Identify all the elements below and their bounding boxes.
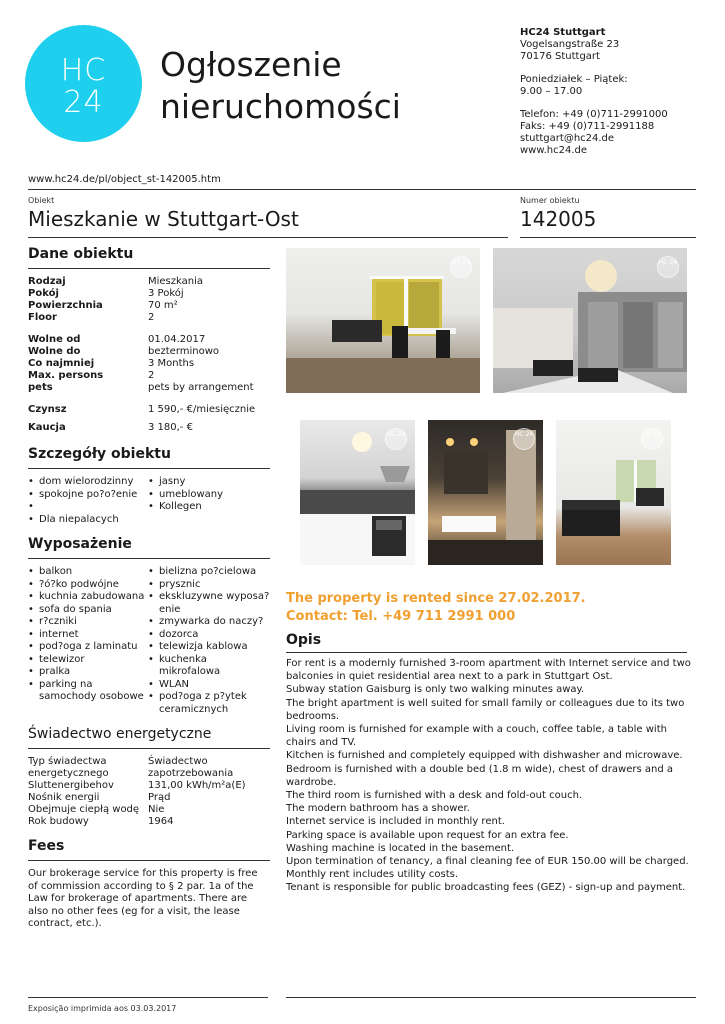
- szczegoly-list: [28, 476, 270, 526]
- row-label: Nośnik energii: [28, 792, 100, 803]
- list-item: • telewizja kablowa: [148, 641, 270, 654]
- row-value: bezterminowo: [148, 346, 220, 357]
- list-item: • jasny: [148, 476, 270, 489]
- list-item: • r?czniki: [28, 616, 148, 629]
- data-row: [28, 780, 270, 792]
- row-value: 3 Pokój: [148, 288, 184, 299]
- object-number: 142005: [520, 207, 597, 231]
- rented-contact: Contact: Tel. +49 711 2991 000: [286, 609, 516, 624]
- description-paragraph: Tenant is responsible for public broadcasting fees (GEZ) - sign-up and payment.: [286, 882, 686, 894]
- data-row: [28, 756, 270, 780]
- fees-text: Our brokerage service for this property is free of commission according to § 2 par. 1a of the Law for brokerage of apartments. There are also no other fees (eg for a visit, the lease contract, etc.).: [28, 868, 258, 929]
- email-address: stuttgart@hc24.de: [520, 133, 615, 144]
- left-column: [28, 246, 270, 931]
- wyposazenie-heading: Wyposażenie: [28, 536, 132, 552]
- photo-kitchen[interactable]: [300, 420, 415, 565]
- row-label: Obejmuje ciepłą wodę: [28, 804, 140, 815]
- opis-heading: Opis: [286, 632, 322, 648]
- list-item: • ?ó?ko podwójne: [28, 579, 148, 592]
- divider: [28, 997, 268, 998]
- phone-number: Telefon: +49 (0)711-2991000: [520, 109, 668, 120]
- row-label: Max. persons: [28, 370, 104, 381]
- list-item: • kuchenka mikrofalowa: [148, 654, 270, 679]
- row-value: 1964: [148, 816, 174, 827]
- row-label: Typ świadectwa energetycznego: [28, 756, 109, 779]
- row-value: pets by arrangement: [148, 382, 254, 393]
- row-label: Powierzchnia: [28, 300, 103, 311]
- company-name: HC24 Stuttgart: [520, 27, 606, 38]
- description-paragraph: Monthly rent includes utility costs.: [286, 869, 459, 881]
- row-label: Rodzaj: [28, 276, 66, 287]
- data-row: [28, 816, 270, 828]
- row-value: Nie: [148, 804, 165, 815]
- website-address: www.hc24.de: [520, 145, 588, 156]
- data-row: [28, 358, 270, 370]
- description-paragraph: Upon termination of tenancy, a final cleaning fee of EUR 150.00 will be charged.: [286, 856, 689, 868]
- divider: [28, 237, 508, 238]
- description-paragraph: Washing machine is located in the basement.: [286, 842, 515, 854]
- object-title: Mieszkanie w Stuttgart-Ost: [28, 207, 299, 231]
- print-date: Exposição imprimida aos 03.03.2017: [28, 1004, 177, 1013]
- object-number-label: Numer obiektu: [520, 196, 580, 205]
- deposit-label: Kaucja: [28, 422, 66, 433]
- description-paragraph: Parking space is available upon request for an extra fee.: [286, 829, 569, 841]
- rent-row: [28, 404, 270, 416]
- rented-notice: [286, 590, 586, 626]
- list-item: • Kollegen: [148, 501, 270, 514]
- data-row: [28, 346, 270, 358]
- wyposazenie-list: [28, 566, 270, 716]
- deposit-value: 3 180,- €: [148, 422, 193, 433]
- data-row: [28, 300, 270, 312]
- data-row: [28, 334, 270, 346]
- list-item: • parking na samochody osobowe: [28, 679, 148, 704]
- description-paragraph: Living room is furnished for example with a couch, coffee table, a table with chairs and TV.: [286, 724, 667, 749]
- photo-living-room[interactable]: [286, 248, 480, 393]
- hc24-watermark: HC 24: [513, 428, 535, 450]
- row-label: Wolne do: [28, 346, 81, 357]
- list-item: • spokojne po?o?enie: [28, 489, 148, 502]
- row-value: Prąd: [148, 792, 171, 803]
- description-paragraph: The third room is furnished with a desk and fold-out couch.: [286, 790, 583, 802]
- row-value: 131,00 kWh/m²a(E): [148, 780, 246, 791]
- row-label: Pokój: [28, 288, 59, 299]
- logo-text-hc: HC: [60, 53, 107, 88]
- divider: [520, 237, 696, 238]
- list-item: • dozorca: [148, 629, 270, 642]
- row-value: Świadectwo zapotrzebowania: [148, 756, 234, 779]
- description-paragraph: Kitchen is furnished and completely equipped with dishwasher and microwave.: [286, 750, 683, 762]
- rented-since: The property is rented since 27.02.2017.: [286, 591, 586, 606]
- opening-days: Poniedziałek – Piątek:: [520, 74, 628, 85]
- list-item: • pralka: [28, 666, 148, 679]
- contact-block: [520, 27, 668, 157]
- deposit-row: [28, 422, 270, 434]
- list-item: • Dla niepalacych: [28, 514, 148, 527]
- list-item: • ekskluzywne wyposa?enie: [148, 591, 270, 616]
- list-item: • sofa do spania: [28, 604, 148, 617]
- dane-heading: Dane obiektu: [28, 246, 134, 262]
- list-item: [28, 501, 148, 514]
- page-title-line1: Ogłoszenie: [160, 45, 342, 84]
- company-street: Vogelsangstraße 23: [520, 39, 620, 50]
- row-label: Sluttenergibehov: [28, 780, 114, 791]
- data-row: [28, 382, 270, 394]
- szczegoly-heading: Szczegóły obiektu: [28, 446, 171, 462]
- list-item: • pod?oga z laminatu: [28, 641, 148, 654]
- list-item: • dom wielorodzinny: [28, 476, 148, 489]
- dane-group2: [28, 334, 270, 394]
- row-label: Floor: [28, 312, 57, 323]
- rent-label: Czynsz: [28, 404, 67, 415]
- page-title: [160, 44, 401, 128]
- object-label: Obiekt: [28, 196, 55, 205]
- data-row: [28, 792, 270, 804]
- data-row: [28, 312, 270, 324]
- list-item: • kuchnia zabudowana: [28, 591, 148, 604]
- description-text: [286, 657, 696, 895]
- list-item: • bielizna po?cielowa: [148, 566, 270, 579]
- list-item: • WLAN: [148, 679, 270, 692]
- photo-bedroom[interactable]: [493, 248, 687, 393]
- row-value: 2: [148, 312, 155, 323]
- divider: [286, 652, 687, 653]
- divider: [286, 997, 696, 998]
- hc24-watermark: HC 24: [450, 256, 472, 278]
- data-row: [28, 288, 270, 300]
- rent-value: 1 590,- €/miesięcznie: [148, 404, 256, 415]
- hc24-watermark: HC 24: [385, 428, 407, 450]
- hc24-watermark: HC 24: [657, 256, 679, 278]
- row-label: Co najmniej: [28, 358, 95, 369]
- row-label: Rok budowy: [28, 816, 89, 827]
- energia-table: [28, 756, 270, 828]
- fees-heading: Fees: [28, 838, 65, 854]
- photo-third-room[interactable]: [556, 420, 671, 565]
- row-label: pets: [28, 382, 53, 393]
- photo-bathroom[interactable]: [428, 420, 543, 565]
- row-label: Wolne od: [28, 334, 81, 345]
- row-value: 01.04.2017: [148, 334, 206, 345]
- list-item: • balkon: [28, 566, 148, 579]
- page-title-line2: nieruchomości: [160, 87, 401, 126]
- row-value: 3 Months: [148, 358, 195, 369]
- row-value: Mieszkania: [148, 276, 204, 287]
- divider: [28, 189, 696, 190]
- description-paragraph: Internet service is included in monthly rent.: [286, 816, 505, 828]
- list-item: • internet: [28, 629, 148, 642]
- list-item: • pod?oga z p?ytek ceramicznych: [148, 691, 270, 716]
- energia-heading: Świadectwo energetyczne: [28, 726, 212, 742]
- hc24-watermark: HC 24: [641, 428, 663, 450]
- dane-group1: [28, 276, 270, 324]
- list-item: • umeblowany: [148, 489, 270, 502]
- row-value: 2: [148, 370, 155, 381]
- row-value: 70 m²: [148, 300, 178, 311]
- description-paragraph: Bedroom is furnished with a double bed (1.8 m wide), chest of drawers and a wardrobe.: [286, 763, 673, 788]
- fax-number: Faks: +49 (0)711-2991188: [520, 121, 655, 132]
- data-row: [28, 804, 270, 816]
- company-city: 70176 Stuttgart: [520, 51, 600, 62]
- list-item: • prysznic: [148, 579, 270, 592]
- data-row: [28, 370, 270, 382]
- logo-text-24: 24: [63, 85, 104, 120]
- hc24-logo: [25, 25, 142, 142]
- description-paragraph: The bright apartment is well suited for small family or colleagues due to its two bedrooms.: [286, 697, 685, 722]
- list-item: • telewizor: [28, 654, 148, 667]
- description-paragraph: Subway station Gaisburg is only two walking minutes away.: [286, 684, 585, 696]
- opening-hours: 9.00 – 17.00: [520, 86, 583, 97]
- description-paragraph: For rent is a modernly furnished 3-room apartment with Internet service and two balconies in quiet residential area next to a park in Stuttgart Ost.: [286, 658, 691, 683]
- description-paragraph: The modern bathroom has a shower.: [286, 803, 470, 815]
- data-row: [28, 276, 270, 288]
- list-item: • zmywarka do naczy?: [148, 616, 270, 629]
- object-url[interactable]: www.hc24.de/pl/object_st-142005.htm: [28, 174, 221, 185]
